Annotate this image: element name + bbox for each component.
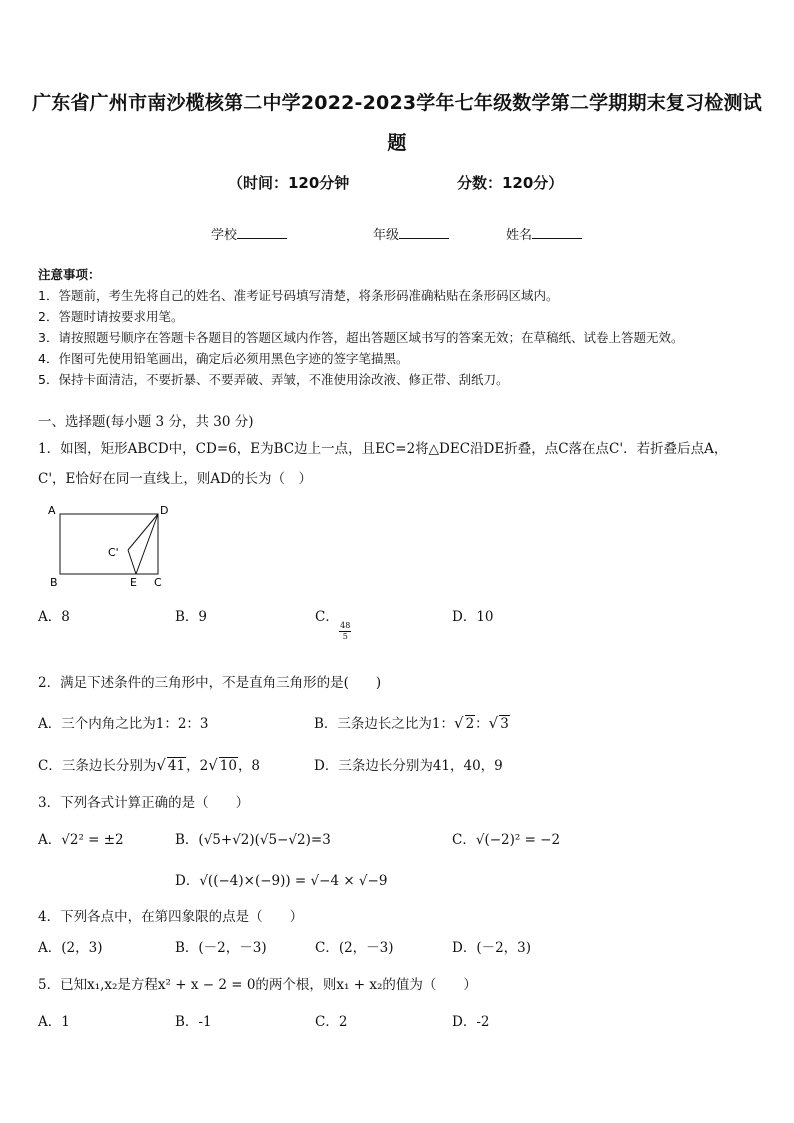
q2-option-c-mid: ，2 <box>186 758 209 774</box>
school-blank[interactable] <box>237 226 287 239</box>
q4-option-a[interactable]: A．(2，3) <box>38 940 103 956</box>
q5-option-a[interactable]: A．1 <box>38 1014 70 1030</box>
name-label: 姓名 <box>506 228 533 243</box>
q2-option-b-text: B．三条边长之比为1： <box>314 716 455 732</box>
q1-stem-line2: C'，E恰好在同一直线上，则AD的长为（ ） <box>38 471 312 487</box>
exam-time: （时间：120分钟 <box>228 174 350 192</box>
q5-option-c[interactable]: C．2 <box>315 1014 348 1030</box>
q2-option-c-radicand2: 10 <box>219 758 237 774</box>
q1-option-c[interactable] <box>315 605 355 641</box>
q2-option-b[interactable] <box>314 712 510 732</box>
segment-dc1 <box>128 514 158 550</box>
school-field[interactable] <box>211 224 287 243</box>
sqrt-icon: √ <box>454 714 464 732</box>
q5-option-d[interactable]: D．-2 <box>452 1014 490 1030</box>
fraction-numerator: 48 <box>340 621 351 630</box>
q2-option-b-radicand2: 3 <box>500 716 509 732</box>
q2-option-b-radicand1: 2 <box>465 716 475 732</box>
q2-option-c-radicand1: 41 <box>167 758 186 774</box>
q5-stem: 5．已知x₁,x₂是方程x² + x − 2 = 0的两个根，则x₁ + x₂的值为（ ） <box>38 977 477 993</box>
exam-title-line1: 广东省广州市南沙榄核第二中学2022-2023学年七年级数学第二学期期末复习检测试 <box>32 92 762 114</box>
sqrt-icon: √ <box>488 714 499 732</box>
q3-option-b-expr: (√5+√2)(√5−√2)=3 <box>198 832 331 848</box>
q3-option-a-label: A． <box>38 832 62 848</box>
q3-option-c-label: C． <box>452 832 476 848</box>
label-c: C <box>154 576 162 589</box>
fraction-denominator: 5 <box>342 632 348 641</box>
q3-option-b-label: B． <box>175 832 199 848</box>
note-item-5: 5．保持卡面清洁，不要折暴、不要弄破、弄皱，不准使用涂改液、修正带、刮纸刀。 <box>38 372 509 387</box>
q4-option-b[interactable]: B．(－2，－3) <box>175 940 267 956</box>
q2-stem: 2．满足下述条件的三角形中，不是直角三角形的是( ) <box>38 675 382 691</box>
q3-option-a-expr: √2² = ±2 <box>61 832 124 848</box>
q1-option-c-fraction <box>339 621 351 642</box>
section-heading: 一、选择题(每小题 3 分，共 30 分) <box>38 414 254 430</box>
q4-stem: 4．下列各点中，在第四象限的点是（ ） <box>38 909 304 925</box>
q5-option-b[interactable]: B．-1 <box>175 1014 212 1030</box>
label-d: D <box>160 504 169 517</box>
sqrt-icon: √ <box>208 756 218 774</box>
q4-option-c[interactable]: C．(2，－3) <box>315 940 394 956</box>
q1-option-d[interactable]: D．10 <box>452 609 494 625</box>
q3-option-c[interactable] <box>452 828 560 848</box>
q1-option-c-label: C． <box>315 609 339 625</box>
grade-blank[interactable] <box>399 226 449 239</box>
label-b: B <box>50 576 58 589</box>
school-label: 学校 <box>211 228 238 243</box>
q1-option-a[interactable]: A．8 <box>38 609 70 625</box>
exam-score: 分数：120分） <box>457 174 564 192</box>
q3-option-d-label: D． <box>175 873 200 889</box>
q2-option-b-separator: ： <box>475 716 489 732</box>
name-blank[interactable] <box>532 226 582 239</box>
q2-option-c-post: ，8 <box>237 758 261 774</box>
q3-option-a[interactable] <box>38 828 124 848</box>
note-item-4: 4．作图可先使用铅笔画出，确定后必须用黑色字迹的签字笔描黑。 <box>38 351 409 366</box>
q2-option-a[interactable]: A．三个内角之比为1：2：3 <box>38 716 209 732</box>
q1-option-b[interactable]: B．9 <box>175 609 208 625</box>
q2-option-c[interactable] <box>38 754 260 774</box>
q3-option-b[interactable] <box>175 828 331 848</box>
q4-option-d[interactable]: D．(－2，3) <box>452 940 532 956</box>
label-c-prime: C' <box>108 546 119 559</box>
rectangle-abcd <box>60 514 158 574</box>
q3-option-d-expr: √((−4)×(−9)) = √−4 × √−9 <box>199 873 388 889</box>
note-item-2: 2．答题时请按要求用笔。 <box>38 309 184 324</box>
label-e: E <box>130 576 137 589</box>
grade-field[interactable] <box>373 224 449 243</box>
note-item-3: 3．请按照题号顺序在答题卡各题目的答题区域内作答，超出答题区域书写的答案无效；在草稿纸、试卷上答题无效。 <box>38 330 684 345</box>
q1-stem-line1: 1．如图，矩形ABCD中，CD=6，E为BC边上一点，且EC=2将△DEC沿DE折叠，点C落在点C'．若折叠后点A， <box>38 441 728 457</box>
grade-label: 年级 <box>373 228 400 243</box>
q3-option-d[interactable] <box>175 869 387 889</box>
sqrt-icon: √ <box>156 756 166 774</box>
segment-c1e <box>128 550 136 574</box>
q1-figure <box>44 500 174 592</box>
name-field[interactable] <box>506 224 582 243</box>
notes-header: 注意事项： <box>38 267 101 282</box>
q3-option-c-expr: √(−2)² = −2 <box>475 832 561 848</box>
q2-option-c-text: C．三条边长分别为 <box>38 758 157 774</box>
segment-de <box>136 514 158 574</box>
label-a: A <box>48 504 56 517</box>
q3-stem: 3．下列各式计算正确的是（ ） <box>38 795 250 811</box>
q2-option-d[interactable]: D．三条边长分别为41，40，9 <box>314 758 503 774</box>
exam-title-line2: 题 <box>387 132 407 154</box>
note-item-1: 1．答题前，考生先将自己的姓名、准考证号码填写清楚，将条形码准确粘贴在条形码区域内。 <box>38 288 559 303</box>
